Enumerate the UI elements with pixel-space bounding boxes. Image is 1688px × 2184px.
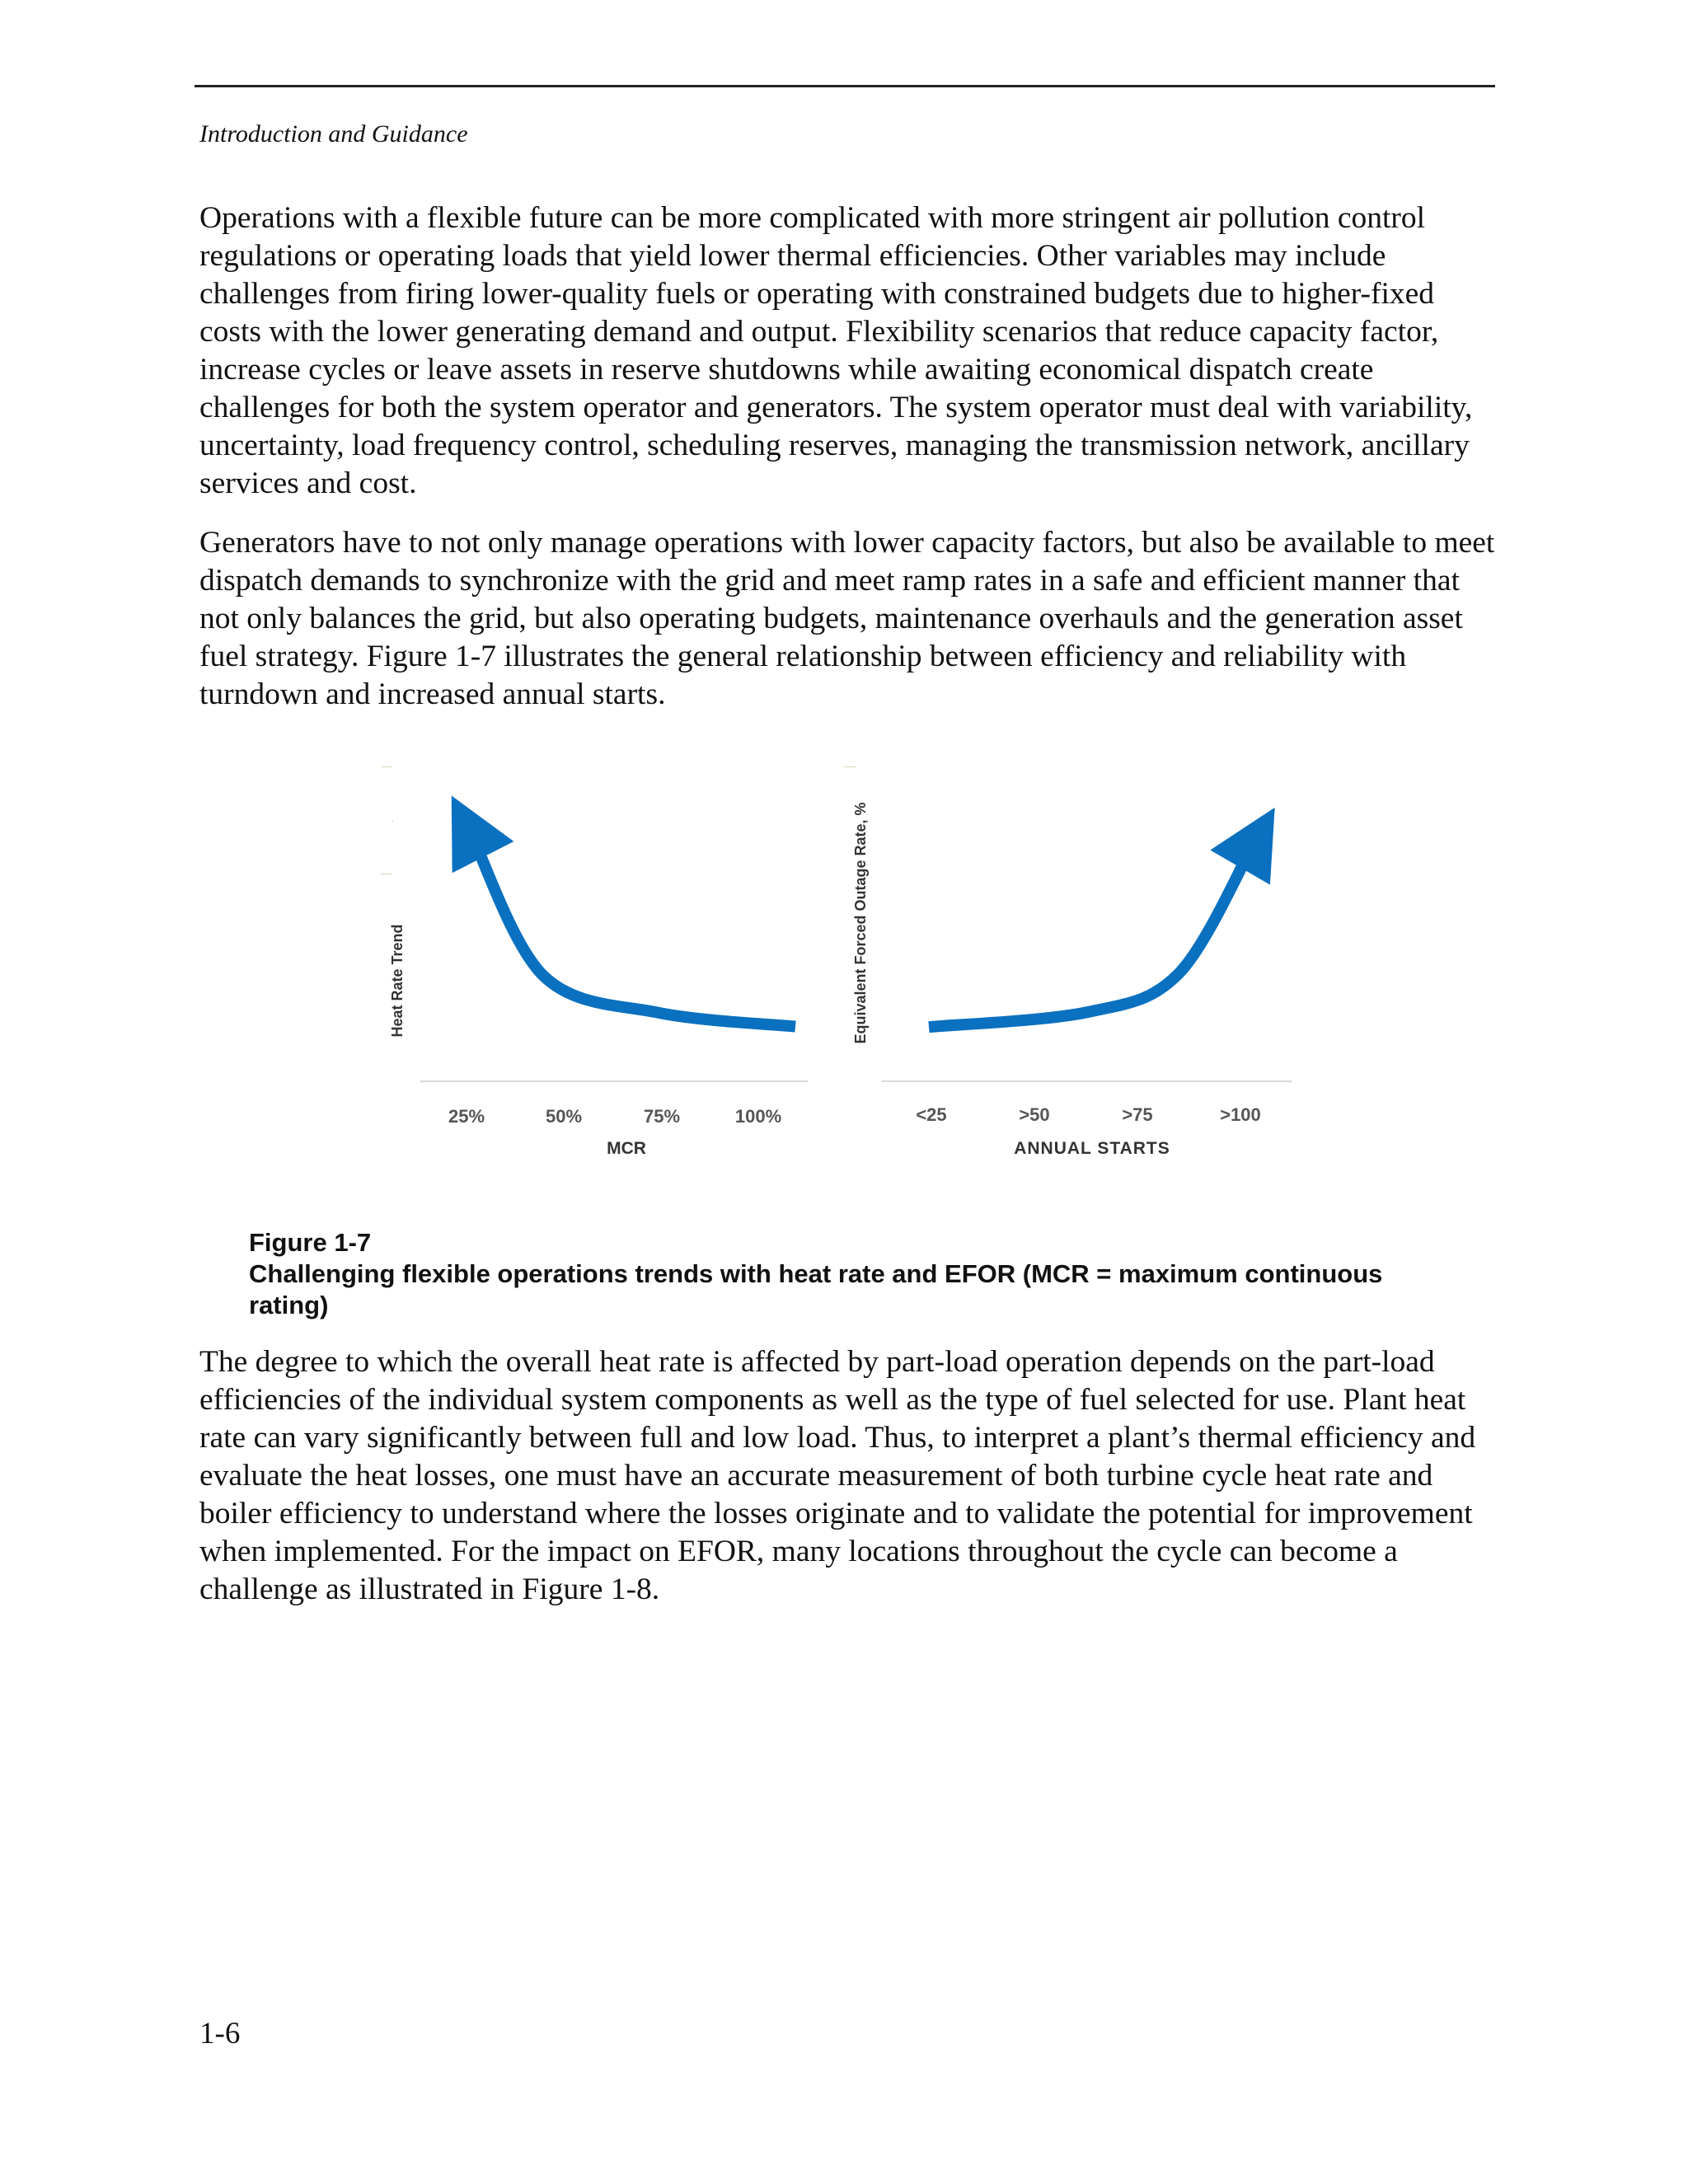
y-axis-title: Heat Rate Trend	[389, 924, 406, 1038]
chart-heat-rate	[389, 835, 808, 1158]
x-tick-label: >100	[1220, 1104, 1261, 1125]
header-rule	[195, 85, 1495, 87]
trend-arrow	[471, 835, 795, 1027]
body-paragraph-1: Operations with a flexible future can be more complicated with more stringent air pollution control regulations or operating loads that yield lower thermal efficiencies. Other variables may include challenges from firing lower-quality fuels or operating with constrained budgets due to higher-fixed costs with the lower generating demand and output. Flexibility scenarios that reduce capacity factor, increase cycles or leave assets in reserve shutdowns while awaiting economical dispatch create challenges for both the system operator and generators. The system operator must deal with variability, uncertainty, load frequency control, scheduling reserves, managing the transmission network, ancillary services and cost.	[199, 201, 1473, 500]
running-header: Introduction and Guidance	[199, 120, 468, 148]
ghost-tick: ·	[391, 813, 395, 827]
x-axis-title: MCR	[607, 1139, 646, 1158]
ghost-tick: —	[844, 759, 856, 772]
body-paragraph-3: The degree to which the overall heat rate is affected by part-load operation depends on the part-load efficiencies of the individual system components as well as the type of fuel selected for use. Plant heat rate can vary significantly between full and low load. Thus, to interpret a plant’s thermal efficiency and evaluate the heat losses, one must have an accurate measurement of both turbine cycle heat rate and boiler efficiency to understand where the losses originate and to validate the potential for improvement when implemented. For the impact on EFOR, many locations throughout the cycle can become a challenge as illustrated in Figure 1-8.	[199, 1345, 1476, 1606]
page-number: 1-6	[199, 2017, 241, 2050]
trend-arrow	[929, 846, 1253, 1027]
x-tick-label: 25%	[448, 1106, 485, 1127]
figure-caption-text: Challenging flexible operations trends with heat rate and EFOR (MCR = maximum continuous rating)	[249, 1259, 1383, 1319]
body-paragraph-2: Generators have to not only manage operations with lower capacity factors, but also be available to meet dispatch demands to synchronize with the grid and meet ramp rates in a safe and efficient manner that not only balances the grid, but also operating budgets, maintenance overhauls and the generation asset fuel strategy. Figure 1-7 illustrates the general relationship between efficiency and reliability with turndown and increased annual starts.	[199, 526, 1495, 711]
figure-caption	[249, 1227, 1444, 1321]
chart-efor	[852, 802, 1292, 1158]
x-tick-labels	[916, 1104, 1260, 1125]
x-tick-label: >75	[1122, 1104, 1153, 1125]
ghost-tick: —	[381, 866, 392, 879]
figure-number: Figure 1-7	[249, 1228, 372, 1257]
x-tick-labels	[448, 1106, 781, 1127]
ghost-tick: —	[381, 759, 392, 772]
y-axis-title: Equivalent Forced Outage Rate, %	[852, 802, 869, 1044]
x-tick-label: 75%	[643, 1106, 681, 1127]
x-tick-label: >50	[1019, 1104, 1050, 1125]
x-tick-label: 100%	[734, 1106, 782, 1127]
x-tick-label: 50%	[545, 1106, 583, 1127]
x-axis-title: ANNUAL STARTS	[1014, 1139, 1170, 1158]
x-tick-label: <25	[916, 1104, 947, 1125]
